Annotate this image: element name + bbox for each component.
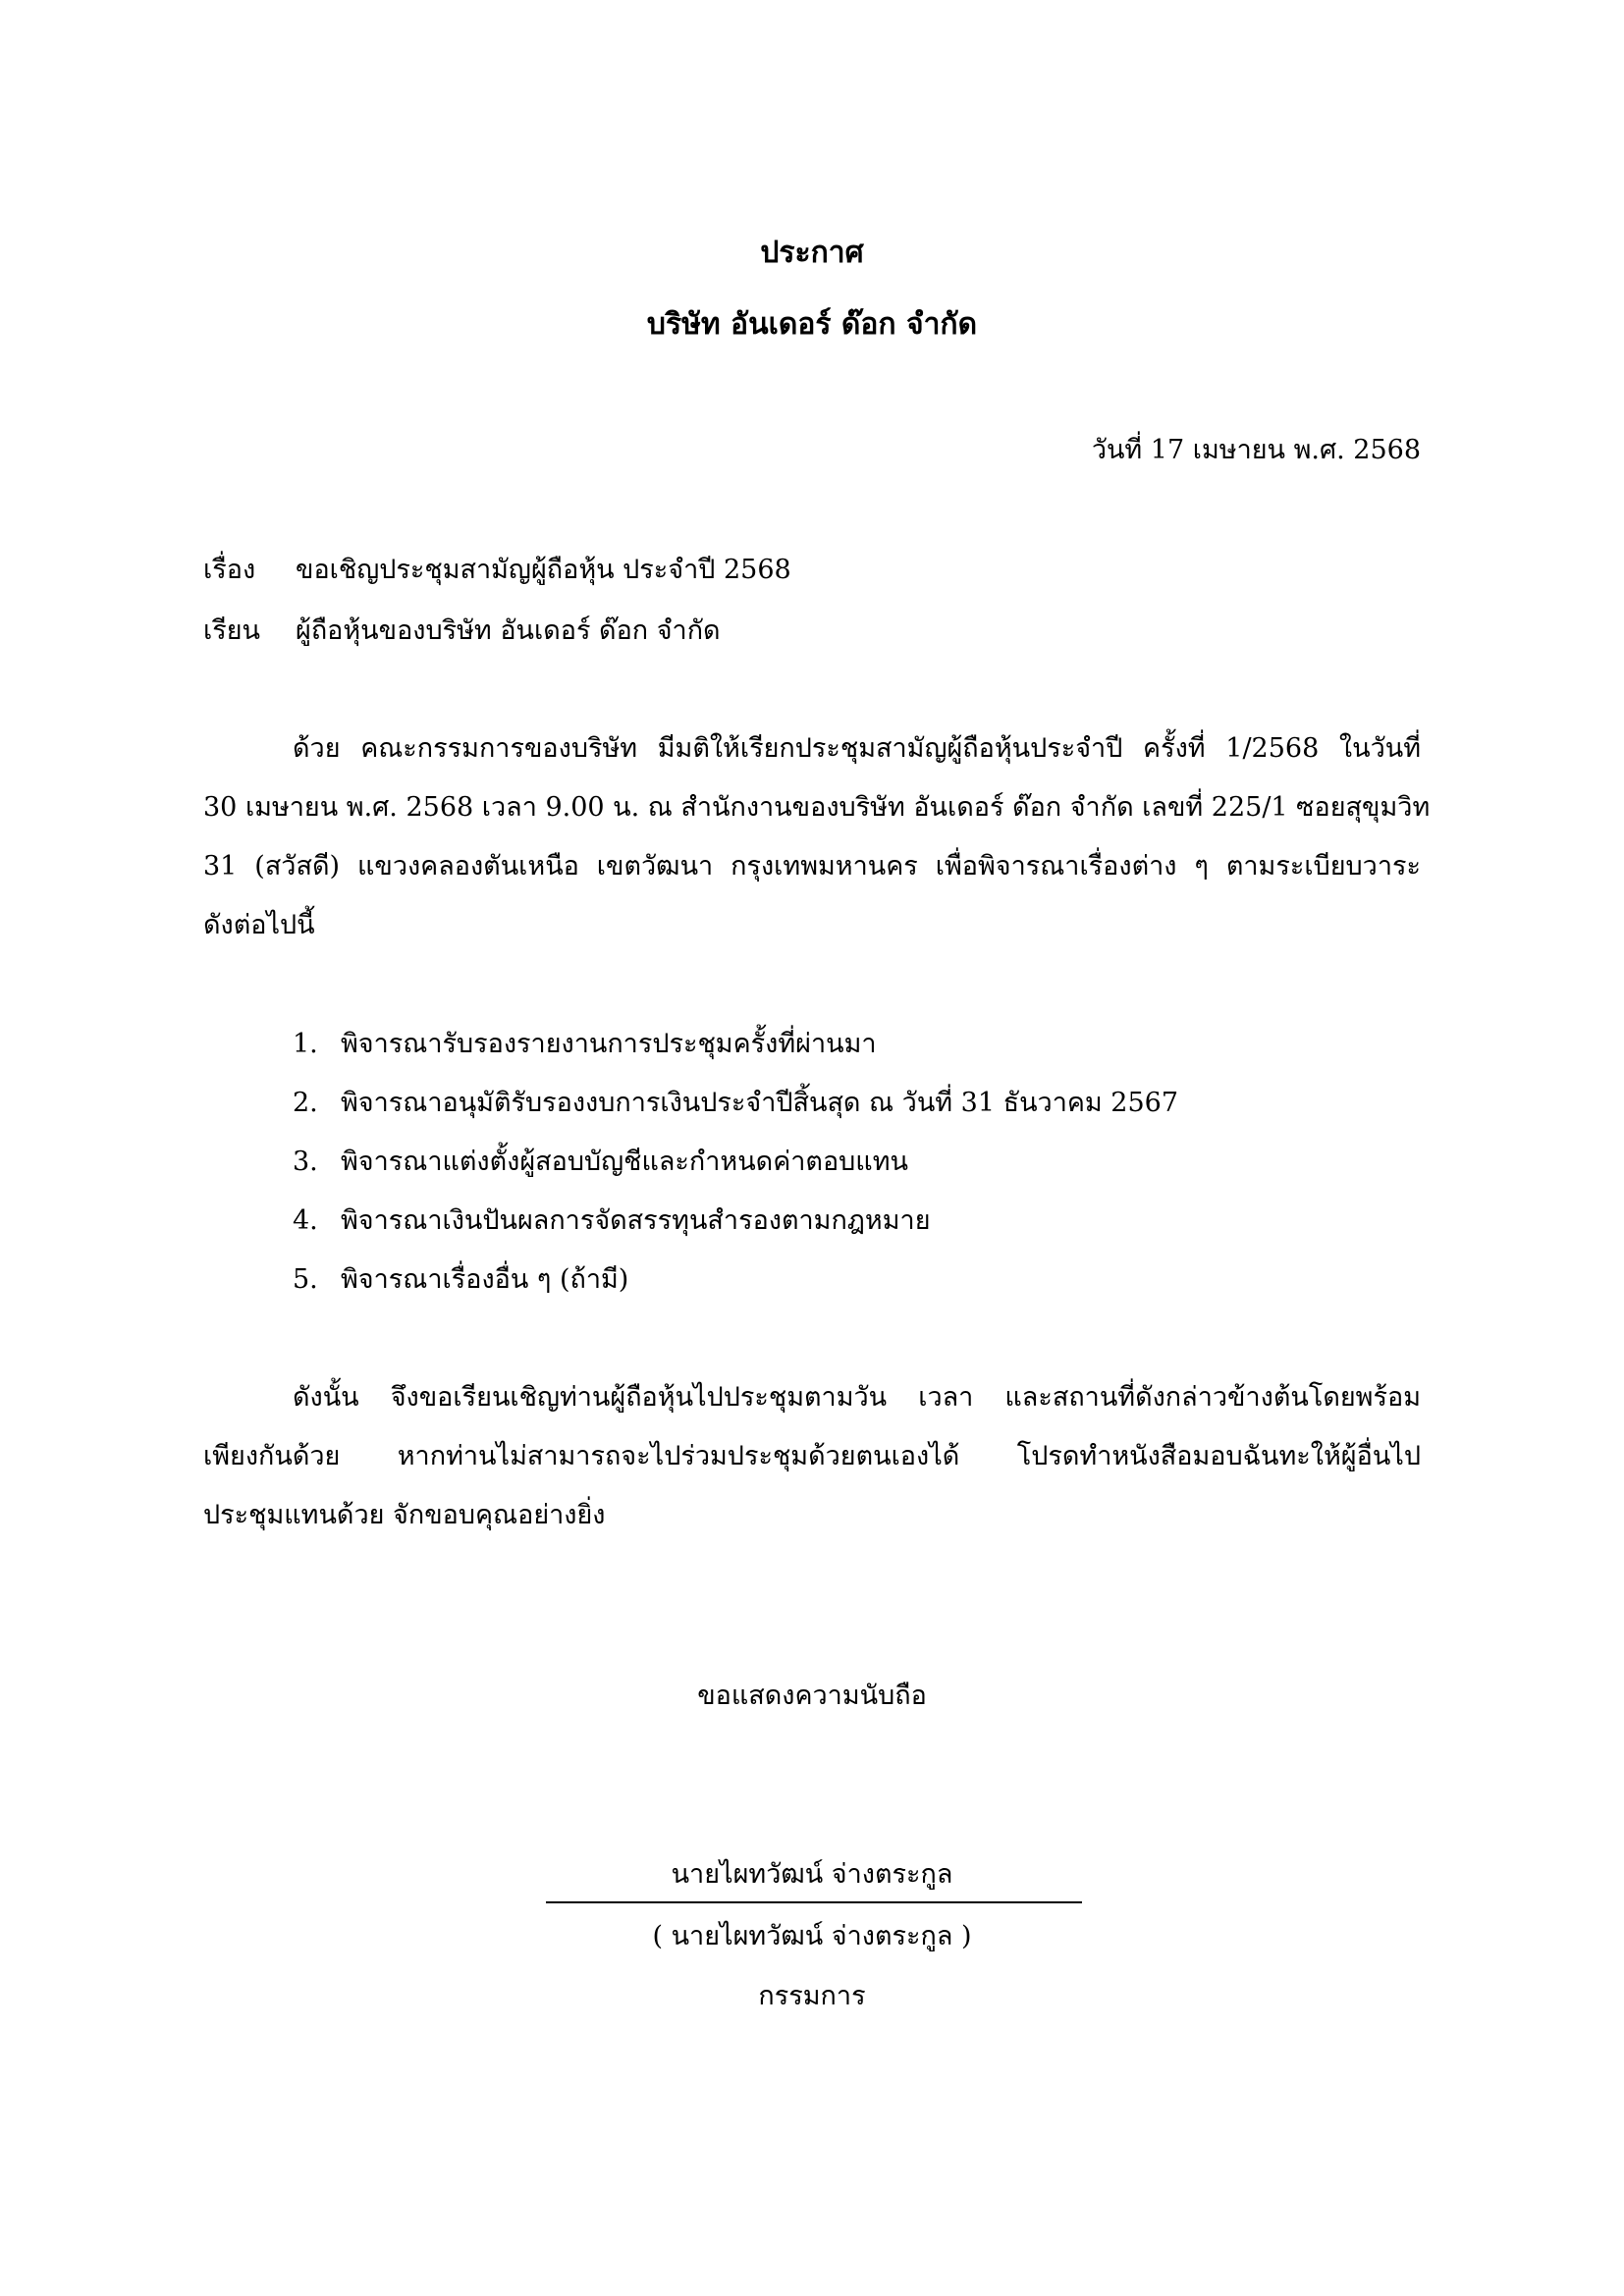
closing-line: ประชุมแทนด้วย จักขอบคุณอย่างยิ่ง <box>203 1500 606 1530</box>
agenda-number: 4. <box>293 1205 318 1236</box>
subject-label: เรื่อง <box>203 555 256 585</box>
regards-text: ขอแสดงความนับถือ <box>697 1681 927 1711</box>
recipient-label: เรียน <box>203 615 261 646</box>
closing-line: เพียงกันด้วย หากท่านไม่สามารถจะไปร่วมประชุมด้วยตนเองได้ โปรดทำหนังสือมอบฉันทะให้ผู้อื่นไป <box>203 1441 1421 1471</box>
intro-line: ดังต่อไปนี้ <box>203 910 315 940</box>
intro-line: 30 เมษายน พ.ศ. 2568 เวลา 9.00 น. ณ สำนักงานของบริษัท อันเดอร์ ด๊อก จำกัด เลขที่ 225/1 ซอยสุขุมวิท <box>203 792 1431 823</box>
signer-position: กรรมการ <box>758 1981 866 2011</box>
document-title: ประกาศ <box>760 236 864 270</box>
signature-line <box>546 1901 1082 1903</box>
agenda-text: พิจารณาอนุมัติรับรองงบการเงินประจำปีสิ้นสุด ณ วันที่ 31 ธันวาคม 2567 <box>341 1088 1179 1118</box>
intro-line: 31 (สวัสดี) แขวงคลองตันเหนือ เขตวัฒนา กรุงเทพมหานคร เพื่อพิจารณาเรื่องต่าง ๆ ตามระเบียบวาระ <box>203 851 1421 881</box>
subject-text: ขอเชิญประชุมสามัญผู้ถือหุ้น ประจำปี 2568 <box>296 555 791 585</box>
agenda-text: พิจารณาเงินปันผลการจัดสรรทุนสำรองตามกฎหมาย <box>341 1205 931 1236</box>
signed-name: นายไผทวัฒน์ จ่างตระกูล <box>671 1859 953 1890</box>
agenda-number: 1. <box>293 1029 318 1059</box>
agenda-number: 2. <box>293 1088 318 1118</box>
agenda-text: พิจารณาแต่งตั้งผู้สอบบัญชีและกำหนดค่าตอบแทน <box>341 1147 908 1177</box>
agenda-text: พิจารณาเรื่องอื่น ๆ (ถ้ามี) <box>341 1264 629 1295</box>
company-name: บริษัท อันเดอร์ ด๊อก จำกัด <box>646 307 978 342</box>
closing-line: ดังนั้น จึงขอเรียนเชิญท่านผู้ถือหุ้นไปประชุมตามวัน เวลา และสถานที่ดังกล่าวข้างต้นโดยพร้อม <box>293 1382 1421 1413</box>
intro-line: ด้วย คณะกรรมการของบริษัท มีมติให้เรียกประชุมสามัญผู้ถือหุ้นประจำปี ครั้งที่ 1/2568 ในวันที่ <box>293 733 1421 764</box>
document-date: วันที่ 17 เมษายน พ.ศ. 2568 <box>1091 435 1421 465</box>
recipient-text: ผู้ถือหุ้นของบริษัท อันเดอร์ ด๊อก จำกัด <box>296 615 721 646</box>
agenda-number: 5. <box>293 1264 318 1295</box>
agenda-number: 3. <box>293 1147 318 1177</box>
printed-name: ( นายไผทวัฒน์ จ่างตระกูล ) <box>652 1921 972 1951</box>
agenda-text: พิจารณารับรองรายงานการประชุมครั้งที่ผ่านมา <box>341 1029 877 1059</box>
